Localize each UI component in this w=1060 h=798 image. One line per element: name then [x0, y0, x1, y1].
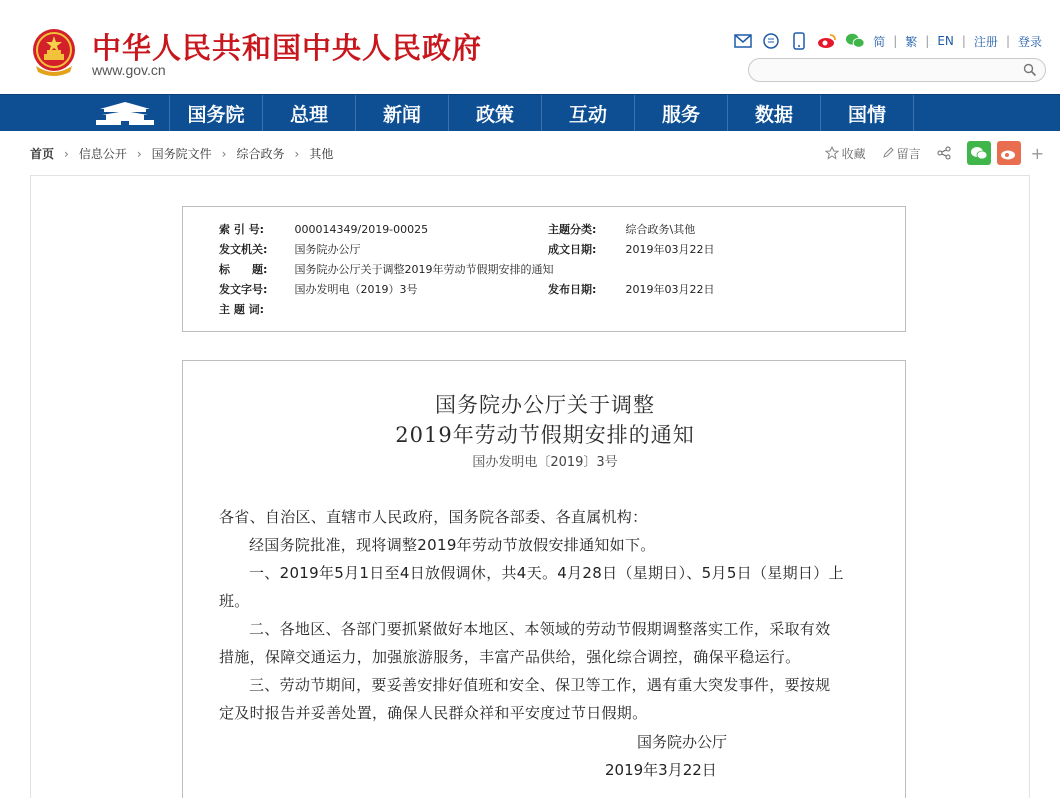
document-salutation: 各省、自治区、直辖市人民政府，国务院各部委、各直属机构：: [219, 508, 648, 526]
document-title-line2: 2019年劳动节假期安排的通知: [395, 423, 695, 447]
wechat-icon: [970, 146, 988, 160]
breadcrumb-home[interactable]: 首页: [30, 147, 55, 161]
weibo-icon[interactable]: [817, 31, 837, 51]
chevron-right-icon: ›: [294, 146, 300, 161]
info-label: 索 引 号:: [219, 223, 265, 236]
lang-simplified-link[interactable]: 简: [873, 34, 886, 49]
comment-button[interactable]: [882, 145, 921, 162]
info-label: 发布日期:: [548, 283, 597, 296]
document-number: 国办发明电〔2019〕3号: [472, 455, 618, 470]
separator: |: [925, 34, 930, 48]
breadcrumb-general-affairs[interactable]: 综合政务: [236, 147, 285, 161]
site-title[interactable]: 中华人民共和国中央人民政府: [92, 31, 483, 65]
nav-item-news[interactable]: 新闻: [356, 95, 449, 132]
chevron-right-icon: ›: [136, 146, 142, 161]
info-issuer: [219, 241, 361, 257]
mail-icon[interactable]: [733, 31, 753, 51]
document-title-line1: 国务院办公厅关于调整: [435, 393, 655, 417]
comment-label: 留言: [896, 146, 921, 161]
lang-traditional-link[interactable]: 繁: [905, 34, 918, 49]
document-signature: 国务院办公厅: [637, 733, 728, 751]
share-icon: [937, 146, 951, 160]
wechat-icon[interactable]: [845, 31, 865, 51]
weibo-icon: [1000, 146, 1018, 160]
lang-en-link[interactable]: EN: [937, 34, 954, 48]
info-topic: [548, 221, 695, 237]
star-icon: [825, 146, 839, 160]
info-value: 国办发明电（2019）3号: [294, 283, 418, 296]
separator: |: [1005, 34, 1010, 48]
message-icon[interactable]: [761, 31, 781, 51]
breadcrumb-bar: [0, 131, 1060, 175]
top-tools: [733, 30, 1042, 52]
site-header: [0, 0, 1060, 94]
document-paragraph: 二、各地区、各部门要抓紧做好本地区、本领域的劳动节假期调整落实工作，采取有效: [249, 620, 831, 638]
nav-item-services[interactable]: 服务: [635, 95, 728, 132]
nav-items: [170, 95, 914, 132]
document-body: [182, 360, 906, 798]
info-label: 发文字号:: [219, 283, 268, 296]
info-title: [219, 261, 554, 277]
info-value: 2019年03月22日: [625, 243, 715, 256]
document-paragraph: 定及时报告并妥善处置，确保人民群众祥和平安度过节日假期。: [219, 704, 648, 722]
document-paragraph: 三、劳动节期间，要妥善安排好值班和安全、保卫等工作，遇有重大突发事件，要按规: [249, 676, 831, 694]
favorite-button[interactable]: [825, 145, 866, 162]
info-doc-no: [219, 281, 418, 297]
info-publish-date: [548, 281, 715, 297]
info-written-date: [548, 241, 715, 257]
nav-home[interactable]: [80, 95, 170, 132]
login-link[interactable]: 登录: [1017, 34, 1042, 49]
breadcrumb-state-council-docs[interactable]: 国务院文件: [151, 147, 212, 161]
main-nav: [0, 94, 1060, 131]
nav-item-state-council[interactable]: 国务院: [170, 95, 263, 132]
favorite-label: 收藏: [841, 146, 866, 161]
share-wechat-button[interactable]: [967, 141, 991, 165]
tiananmen-home-icon: [94, 101, 156, 127]
search-box: [748, 58, 1046, 82]
chevron-right-icon: ›: [64, 146, 69, 161]
document-paragraph: 一、2019年5月1日至4日放假调休，共4天。4月28日（星期日）、5月5日（星期日）上: [249, 564, 844, 582]
document-paragraph: 措施，保障交通运力，加强旅游服务，丰富产品供给，强化综合调控，确保平稳运行。: [219, 648, 801, 666]
nav-item-data[interactable]: 数据: [728, 95, 821, 132]
info-label: 标 题:: [219, 263, 268, 276]
info-index-no: [219, 221, 428, 237]
page-actions: [825, 141, 1044, 165]
document-paragraph: 班。: [219, 592, 250, 610]
breadcrumb-info-disclosure[interactable]: 信息公开: [78, 147, 127, 161]
info-label: 成文日期:: [548, 243, 597, 256]
info-label: 主题分类:: [548, 223, 597, 236]
breadcrumb-other[interactable]: 其他: [309, 147, 334, 161]
info-value: 综合政务\其他: [625, 223, 696, 236]
site-url[interactable]: www.gov.cn: [92, 62, 166, 78]
nav-item-policies[interactable]: 政策: [449, 95, 542, 132]
national-emblem-icon[interactable]: [30, 28, 78, 80]
info-value: 000014349/2019-00025: [294, 223, 429, 236]
document-info-table: [182, 206, 906, 332]
separator: |: [893, 34, 898, 48]
register-link[interactable]: 注册: [973, 34, 998, 49]
document-date: 2019年3月22日: [605, 761, 717, 779]
share-weibo-button[interactable]: [997, 141, 1021, 165]
info-value: 国务院办公厅关于调整2019年劳动节假期安排的通知: [294, 263, 554, 276]
info-label: 发文机关:: [219, 243, 268, 256]
nav-item-premier[interactable]: 总理: [263, 95, 356, 132]
info-value: 国务院办公厅: [294, 243, 361, 256]
info-keywords: [219, 301, 295, 317]
separator: |: [961, 34, 966, 48]
share-button[interactable]: [937, 146, 951, 160]
more-share-plus-icon[interactable]: +: [1030, 143, 1044, 163]
info-value: 2019年03月22日: [625, 283, 715, 296]
search-input[interactable]: [759, 59, 1019, 81]
mobile-icon[interactable]: [789, 31, 809, 51]
pencil-icon: [882, 147, 894, 159]
document-paragraph: 经国务院批准，现将调整2019年劳动节放假安排通知如下。: [249, 536, 656, 554]
chevron-right-icon: ›: [221, 146, 227, 161]
breadcrumb: [30, 145, 333, 162]
nav-item-interaction[interactable]: 互动: [542, 95, 635, 132]
nav-item-national-info[interactable]: 国情: [821, 95, 914, 132]
info-label: 主 题 词:: [219, 303, 265, 316]
search-icon[interactable]: [1023, 63, 1037, 77]
